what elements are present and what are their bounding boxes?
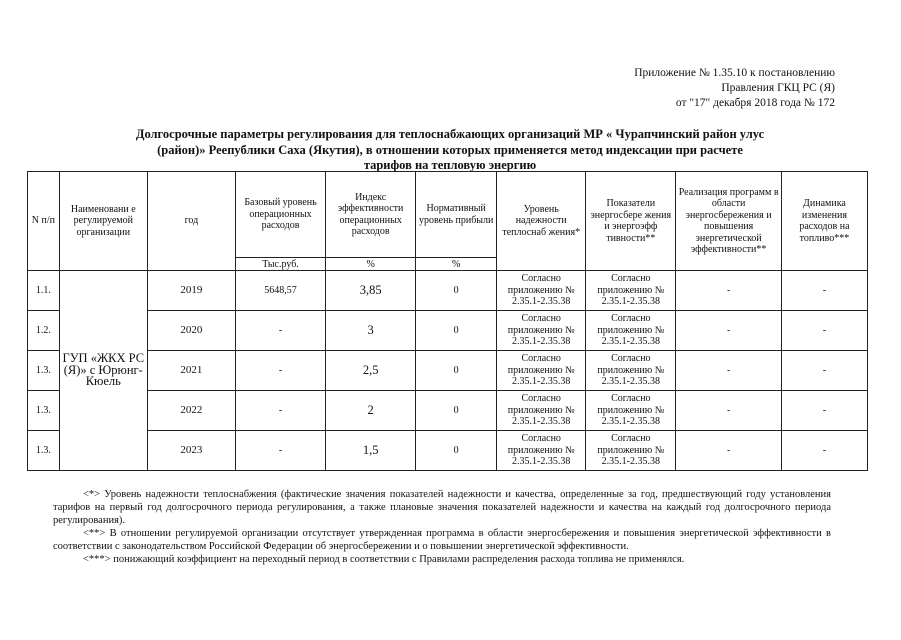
row-profit: 0 <box>416 311 497 351</box>
header-base: Базовый уровень операционных расходов <box>235 172 325 258</box>
row-programs: - <box>676 391 782 431</box>
attachment-line-1: Приложение № 1.35.10 к постановлению <box>634 67 835 79</box>
row-energy: Согласно приложению № 2.35.1-2.35.38 <box>586 311 676 351</box>
org-name: ГУП «ЖКХ РС (Я)» с Юрюнг-Кюель <box>59 271 147 471</box>
footnotes <box>53 488 831 566</box>
row-programs: - <box>676 351 782 391</box>
parameters-table <box>27 171 868 471</box>
footnote-2: <**> В отношении регулируемой организации отсутствует утвержденная программа в области энергосбережения и повышения энергетической эффективности в соответствии с законодательством Российской Федерации об энергосбережении и о повышении энергетической эффективности. <box>53 528 831 552</box>
header-index: Индекс эффективности операционных расходов <box>326 172 416 258</box>
attachment-line-3: от "17" декабря 2018 года № 172 <box>675 97 835 109</box>
row-profit: 0 <box>416 271 497 311</box>
row-fuel: - <box>781 431 867 471</box>
row-base: 5648,57 <box>235 271 325 311</box>
table-row <box>28 271 868 311</box>
header-fuel: Динамика изменения расходов на топливо*** <box>781 172 867 271</box>
row-fuel: - <box>781 311 867 351</box>
row-reliability: Согласно приложению № 2.35.1-2.35.38 <box>497 311 586 351</box>
table-row <box>28 431 868 471</box>
table-row <box>28 351 868 391</box>
row-reliability: Согласно приложению № 2.35.1-2.35.38 <box>497 431 586 471</box>
header-energy: Показатели энергосбере жения и энергоэфф тивности** <box>586 172 676 271</box>
unit-base: Тыс.руб. <box>235 258 325 271</box>
header-year: год <box>147 172 235 271</box>
title-line-2: (район)» Реепублики Саха (Якутия), в отношении которых применяется метод индексации при расчете <box>157 142 743 157</box>
row-profit: 0 <box>416 351 497 391</box>
row-index: 3,85 <box>326 271 416 311</box>
row-num: 1.1. <box>28 271 60 311</box>
row-num: 1.3. <box>28 391 60 431</box>
row-base: - <box>235 351 325 391</box>
row-num: 1.2. <box>28 311 60 351</box>
unit-profit: % <box>416 258 497 271</box>
header-num: N п/п <box>28 172 60 271</box>
title-line-1: Долгосрочные параметры регулирования для теплоснабжающих организаций МР « Чурапчинский район улус <box>135 127 765 141</box>
row-year: 2022 <box>147 391 235 431</box>
row-index: 1,5 <box>326 431 416 471</box>
table-row <box>28 391 868 431</box>
footnote-1: <*> Уровень надежности теплоснабжения (фактические значения показателей надежности и качества, определенные за год, предшествующий году установления тарифов на первый год долгосрочного периода регулирования, а также плановые значения показателей надежности и качества на каждый год долгосрочного периода регулирования). <box>53 489 831 526</box>
row-num: 1.3. <box>28 431 60 471</box>
unit-index: % <box>326 258 416 271</box>
row-year: 2020 <box>147 311 235 351</box>
row-fuel: - <box>781 351 867 391</box>
row-index: 2,5 <box>326 351 416 391</box>
row-fuel: - <box>781 391 867 431</box>
row-base: - <box>235 311 325 351</box>
row-programs: - <box>676 431 782 471</box>
row-index: 2 <box>326 391 416 431</box>
footnote-3: <***> понижающий коэффициент на переходный период в соответствии с Правилами распределения расхода топлива не применялся. <box>83 554 685 565</box>
document-title <box>85 127 815 174</box>
header-reliability: Уровень надежности теплоснаб жения* <box>497 172 586 271</box>
attachment-line-2: Правления ГКЦ РС (Я) <box>721 82 835 94</box>
row-base: - <box>235 391 325 431</box>
row-energy: Согласно приложению № 2.35.1-2.35.38 <box>586 431 676 471</box>
header-org: Наименовани е регулируемой организации <box>59 172 147 271</box>
title-line-3: тарифов на тепловую энергию <box>363 158 537 172</box>
header-programs: Реализация программ в области энергосбережения и повышения энергетической эффективности** <box>676 172 782 271</box>
row-index: 3 <box>326 311 416 351</box>
table-row <box>28 311 868 351</box>
header-profit: Нормативный уровень прибыли <box>416 172 497 258</box>
row-year: 2021 <box>147 351 235 391</box>
row-reliability: Согласно приложению № 2.35.1-2.35.38 <box>497 391 586 431</box>
row-reliability: Согласно приложению № 2.35.1-2.35.38 <box>497 351 586 391</box>
row-base: - <box>235 431 325 471</box>
row-reliability: Согласно приложению № 2.35.1-2.35.38 <box>497 271 586 311</box>
row-year: 2023 <box>147 431 235 471</box>
row-energy: Согласно приложению № 2.35.1-2.35.38 <box>586 271 676 311</box>
row-profit: 0 <box>416 431 497 471</box>
header-row <box>28 172 868 258</box>
row-programs: - <box>676 271 782 311</box>
row-programs: - <box>676 311 782 351</box>
row-year: 2019 <box>147 271 235 311</box>
row-profit: 0 <box>416 391 497 431</box>
row-num: 1.3. <box>28 351 60 391</box>
row-fuel: - <box>781 271 867 311</box>
row-energy: Согласно приложению № 2.35.1-2.35.38 <box>586 351 676 391</box>
attachment-header <box>634 66 835 111</box>
row-energy: Согласно приложению № 2.35.1-2.35.38 <box>586 391 676 431</box>
